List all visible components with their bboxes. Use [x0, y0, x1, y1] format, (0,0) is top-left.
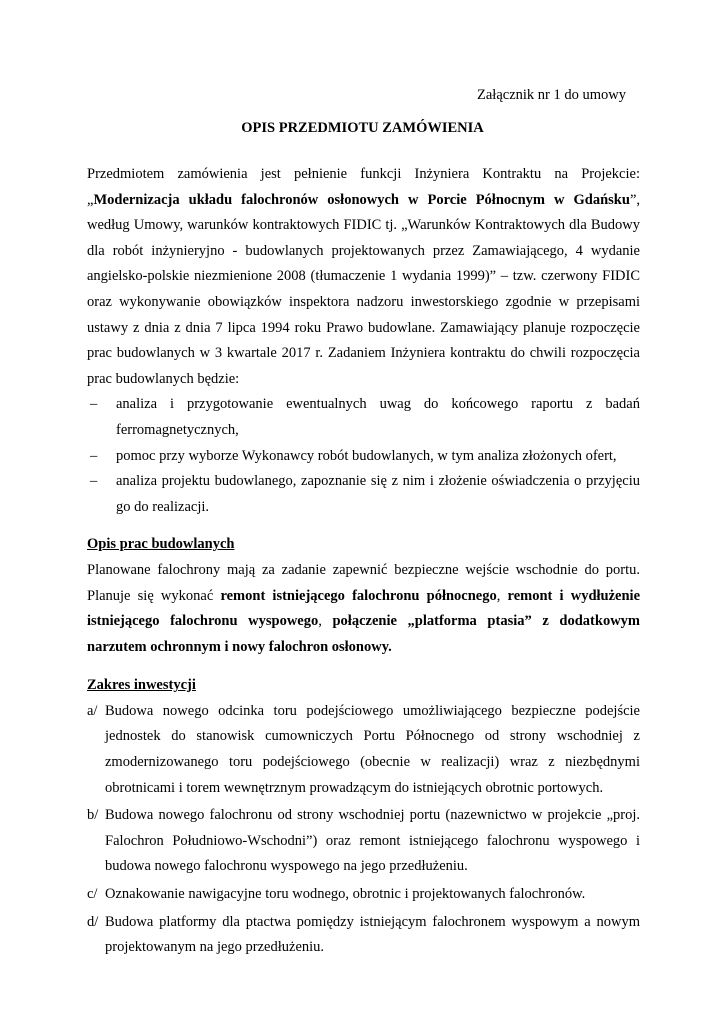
tasks-list [87, 392, 640, 520]
works-bold-3: połączenie „platforma ptasia” z dodatkowym narzutem ochronnym i nowy falochron osłonowy. [87, 613, 640, 655]
dash-bullet: – [90, 447, 98, 464]
section-heading-scope: Zakres inwestycji [87, 677, 196, 694]
task-text: analiza projektu budowlanego, zapoznanie się z nim i złożenie oświadczenia o przyjęciu go do realizacji. [116, 473, 640, 515]
works-paragraph [87, 558, 640, 660]
item-marker: d/ [87, 913, 99, 930]
item-text: Budowa nowego falochronu od strony wschodniej portu (nazewnictwo w projekcie „proj. Falochron Południowo-Wschodni”) oraz remont istniejącego falochronu wyspowego i budowa nowego falochronu wyspowego na jego przedłużeniu. [105, 807, 640, 875]
item-marker: c/ [87, 886, 98, 903]
document-title: OPIS PRZEDMIOTU ZAMÓWIENIA [241, 120, 484, 136]
works-text: Planowane falochrony mają za zadanie zapewnić bezpieczne wejście wschodnie do portu. Planuje się wykonać [87, 561, 640, 604]
scope-list [87, 699, 640, 961]
works-sep-1: , [496, 587, 508, 604]
dash-bullet: – [90, 473, 98, 490]
project-name: Modernizacja układu falochronów osłonowych w Porcie Północnym w Gdańsku [93, 191, 630, 208]
task-text: analiza i przygotowanie ewentualnych uwag do końcowego raportu z badań ferromagnetycznych, [116, 396, 640, 438]
item-text: Budowa platformy dla ptactwa pomiędzy istniejącym falochronem wyspowym a nowym projektowanym na jego przedłużeniu. [105, 913, 640, 956]
list-item [87, 699, 640, 801]
list-item [87, 882, 640, 908]
item-text: Oznakowanie nawigacyjne toru wodnego, obrotnic i projektowanych falochronów. [105, 886, 586, 903]
list-item [87, 392, 640, 443]
list-item [87, 803, 640, 880]
dash-bullet: – [90, 396, 98, 413]
intro-text-1: Przedmiotem zamówienia jest pełnienie funkcji Inżyniera Kontraktu na Projekcie: „ [87, 166, 640, 208]
works-bold-1: remont istniejącego falochronu północnego [220, 587, 497, 604]
item-marker: b/ [87, 807, 99, 824]
item-text: Budowa nowego odcinka toru podejściowego umożliwiającego bezpieczne podejście jednostek do stanowisk cumowniczych Portu Północnego od strony wschodniej z zmodernizowanego toru podejściowego (obecnie w realizacji) wraz z niezbędnymi obrotnicami i torem wewnętrznym prowadzącym do istniejących obrotnic portowych. [105, 702, 640, 796]
document-body [87, 162, 640, 963]
task-text: pomoc przy wyborze Wykonawcy robót budowlanych, w tym analiza złożonych ofert, [116, 447, 617, 464]
works-bold-2: remont i wydłużenie istniejącego falochronu wyspowego [87, 587, 641, 630]
list-item [87, 444, 640, 470]
list-item [87, 469, 640, 520]
item-marker: a/ [87, 702, 98, 719]
list-item [87, 910, 640, 961]
works-sep-2: , [318, 613, 333, 630]
annex-label: Załącznik nr 1 do umowy [477, 87, 626, 103]
intro-paragraph [87, 162, 640, 392]
section-heading-works: Opis prac budowlanych [87, 536, 235, 553]
intro-text-2: ”, według Umowy, warunków kontraktowych FIDIC tj. „Warunków Kontraktowych dla Budowy dla robót inżynieryjno - budowlanych projektowanych przez Zamawiającego, 4 wydanie angielsko-polskie niezmienione 2008 (tłumaczenie 1 wydania 1999)” – tzw. czerwony FIDIC oraz wykonywanie obowiązków inspektora nadzoru inwestorskiego zgodnie w przepisami ustawy z dnia z dnia 7 lipca 1994 roku Prawo budowlane. Zamawiający planuje rozpoczęcie prac budowlanych w 3 kwartale 2017 r. Zadaniem Inżyniera kontraktu do chwili rozpoczęcia prac budowlanych będzie: [87, 191, 640, 387]
